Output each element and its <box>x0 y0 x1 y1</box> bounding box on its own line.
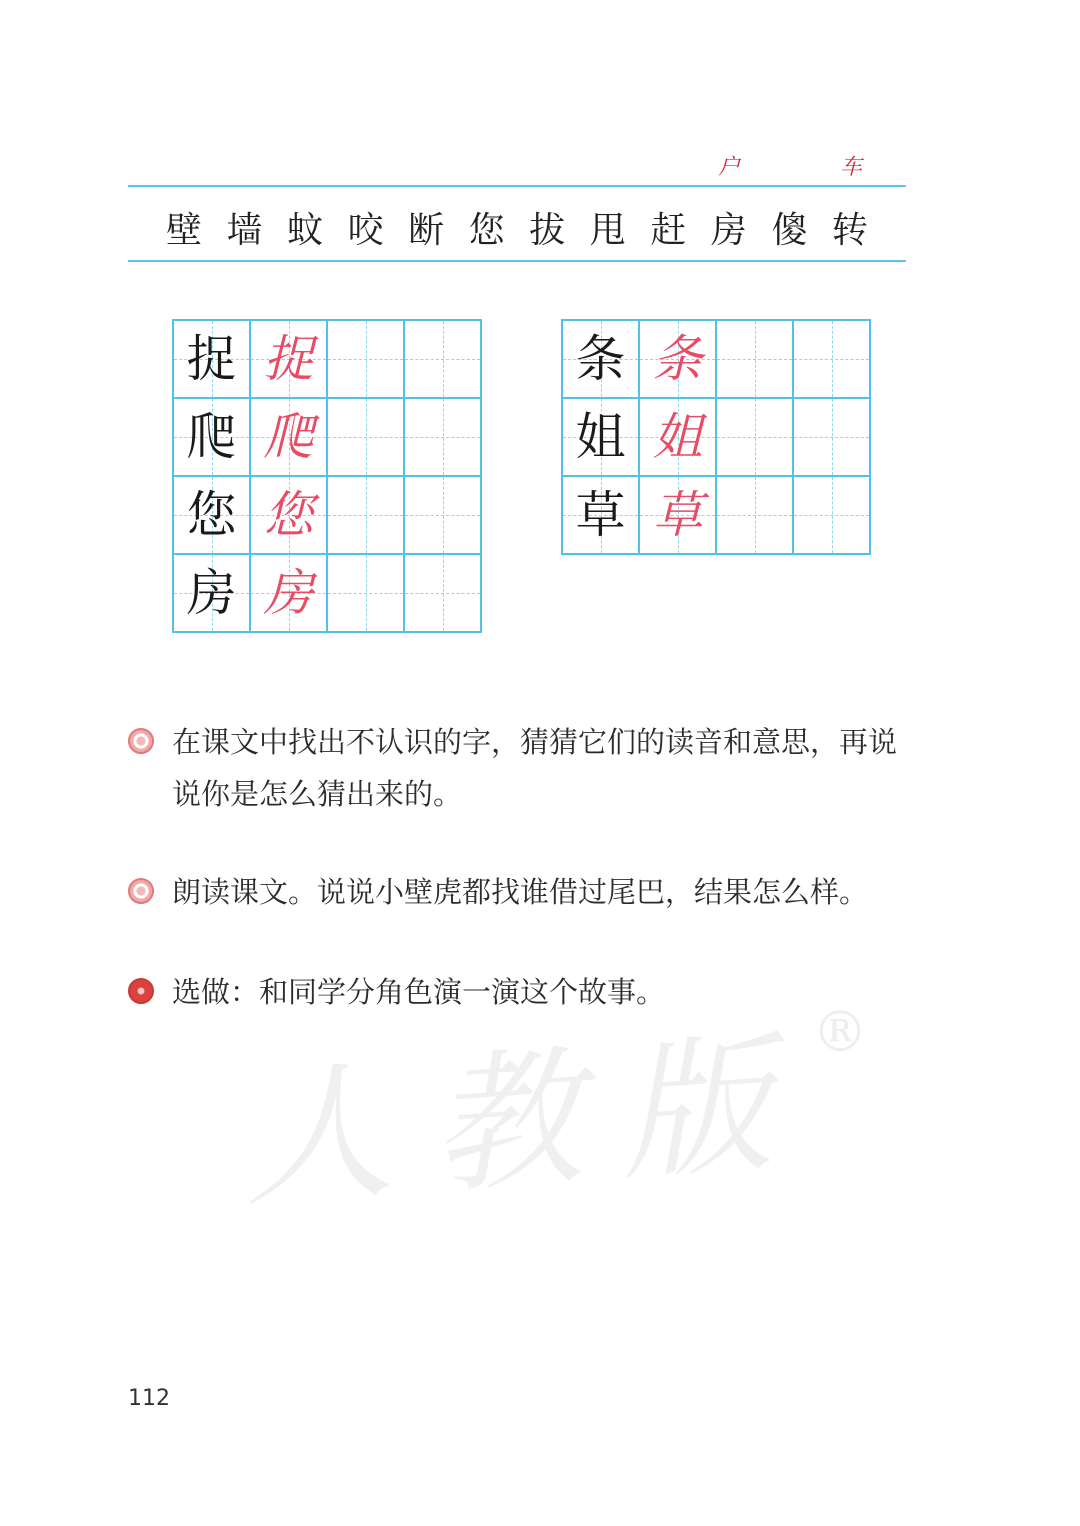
publisher-watermark: 人教版 <box>235 1015 817 1229</box>
grid-cell-trace: 捉 <box>251 321 328 399</box>
grid-cell-model: 条 <box>563 321 640 399</box>
grid-cell-empty[interactable] <box>328 477 405 555</box>
char: 断 <box>408 209 445 251</box>
grid-cell-empty[interactable] <box>794 399 871 477</box>
task-item-3 <box>128 966 918 1018</box>
writing-grid-left <box>172 319 482 633</box>
radical-hint-2: 车 <box>840 155 863 180</box>
char: 拔 <box>529 209 566 251</box>
grid-cell-model: 爬 <box>174 399 251 477</box>
char: 墙 <box>226 209 263 251</box>
grid-cell-empty[interactable] <box>405 555 482 633</box>
grid-cell-trace: 草 <box>640 477 717 555</box>
char: 咬 <box>347 209 384 251</box>
grid-cell-empty[interactable] <box>717 477 794 555</box>
grid-cell-empty[interactable] <box>328 399 405 477</box>
grid-cell-empty[interactable] <box>328 321 405 399</box>
task-item-2 <box>128 866 918 918</box>
grid-cell-model: 房 <box>174 555 251 633</box>
char: 房 <box>710 209 747 251</box>
task-bullet-icon <box>128 878 154 904</box>
bottom-rule <box>128 260 906 262</box>
grid-cell-empty[interactable] <box>794 321 871 399</box>
task-text: 朗读课文。说说小壁虎都找谁借过尾巴，结果怎么样。 <box>172 875 869 909</box>
task-item-1 <box>128 716 918 820</box>
grid-cell-trace: 条 <box>640 321 717 399</box>
grid-cell-model: 捉 <box>174 321 251 399</box>
grid-cell-empty[interactable] <box>328 555 405 633</box>
char: 蚊 <box>287 209 324 251</box>
char: 壁 <box>166 209 203 251</box>
char: 您 <box>468 209 505 251</box>
grid-cell-empty[interactable] <box>405 477 482 555</box>
char: 赶 <box>650 209 687 251</box>
char: 傻 <box>771 209 808 251</box>
task-bullet-icon <box>128 978 154 1004</box>
grid-cell-empty[interactable] <box>405 399 482 477</box>
recognition-characters <box>128 196 906 258</box>
grid-cell-model: 您 <box>174 477 251 555</box>
grid-cell-empty[interactable] <box>717 321 794 399</box>
task-text: 在课文中找出不认识的字，猜猜它们的读音和意思，再说说你是怎么猜出来的。 <box>172 725 898 811</box>
task-text: 选做：和同学分角色演一演这个故事。 <box>172 975 666 1009</box>
grid-cell-trace: 姐 <box>640 399 717 477</box>
page-number: 112 <box>128 1386 170 1411</box>
grid-cell-model: 姐 <box>563 399 640 477</box>
radical-hint-1: 户 <box>718 155 741 180</box>
grid-cell-trace: 爬 <box>251 399 328 477</box>
char: 甩 <box>589 209 626 251</box>
writing-grid-right <box>561 319 871 555</box>
grid-cell-trace: 房 <box>251 555 328 633</box>
top-rule <box>128 185 906 187</box>
char: 转 <box>831 209 868 251</box>
task-bullet-icon <box>128 728 154 754</box>
grid-cell-model: 草 <box>563 477 640 555</box>
grid-cell-empty[interactable] <box>794 477 871 555</box>
registered-mark: ® <box>812 1000 868 1065</box>
grid-cell-trace: 您 <box>251 477 328 555</box>
grid-cell-empty[interactable] <box>717 399 794 477</box>
grid-cell-empty[interactable] <box>405 321 482 399</box>
